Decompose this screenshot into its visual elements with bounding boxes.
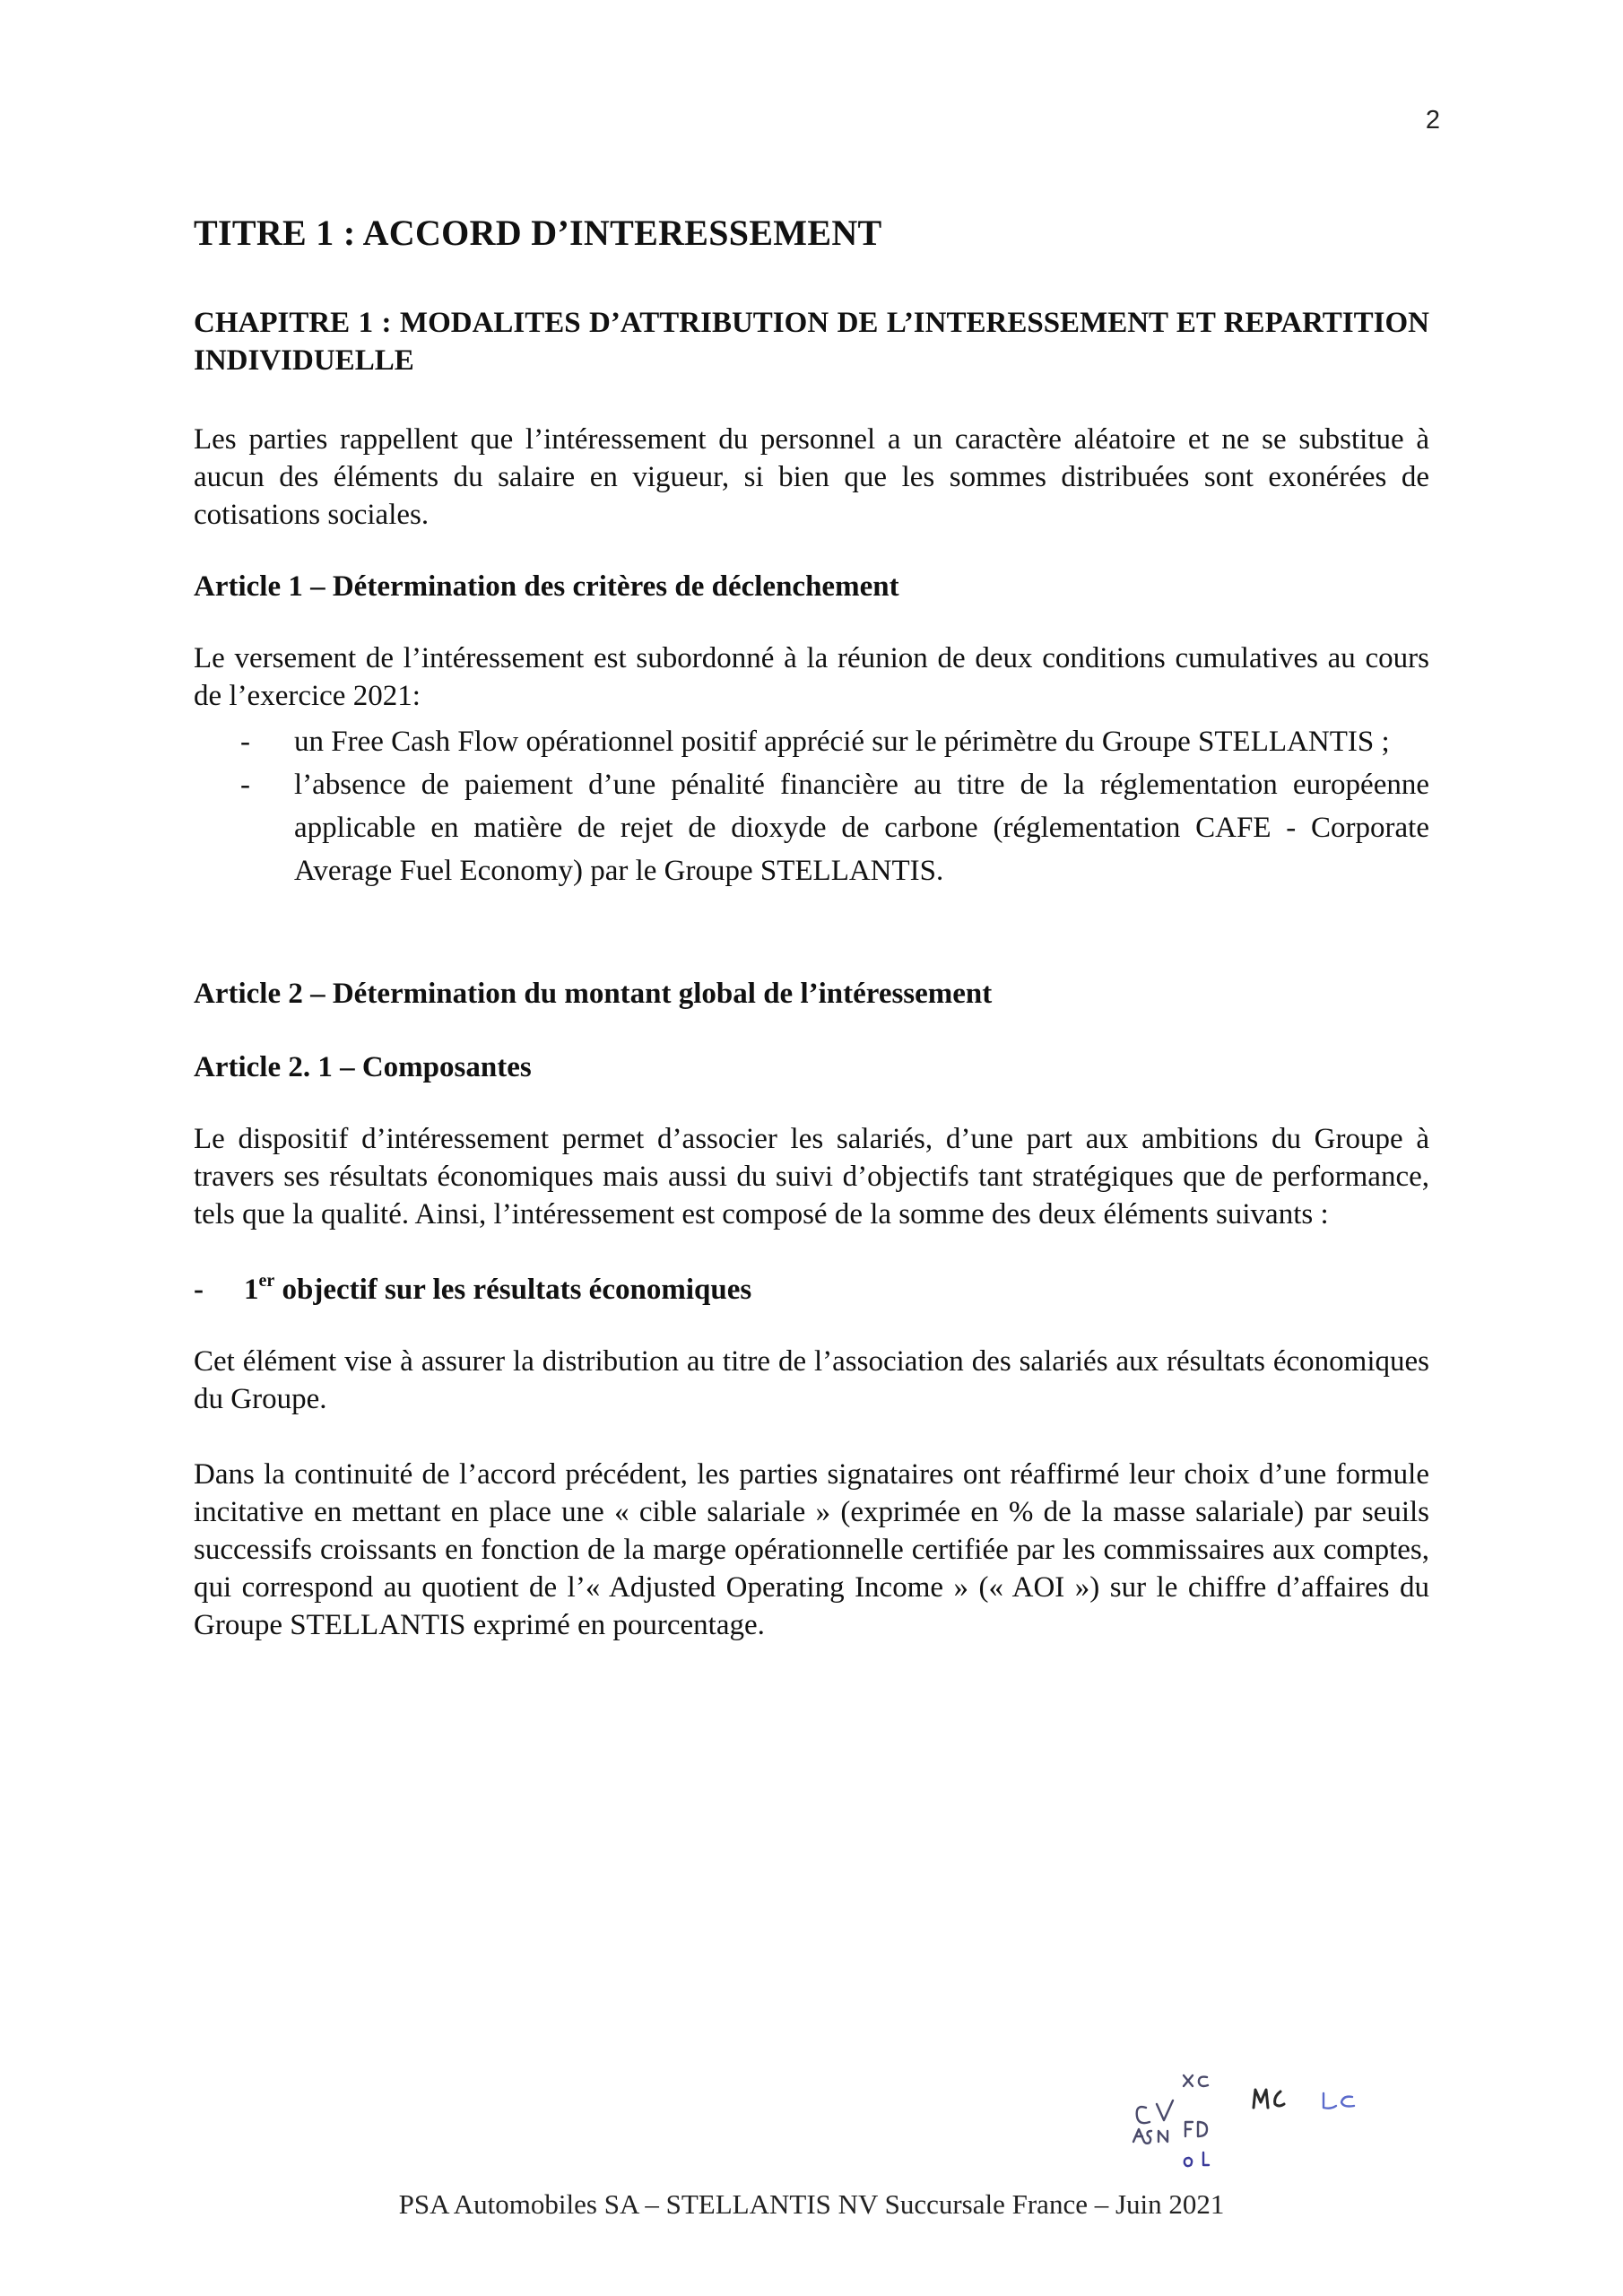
list-item-text: l’absence de paiement d’une pénalité financière au titre de la réglementation européenne applicable en matière de rejet de dioxyde de carbone (réglementation CAFE - Corporate Average Fuel Economy) par le Groupe STELLANTIS.: [294, 769, 1429, 887]
initials-asn-stroke: [1133, 2129, 1167, 2144]
initials-ol-stroke: [1185, 2152, 1209, 2166]
intro-paragraph: Les parties rappellent que l’intéressement du personnel a un caractère aléatoire et ne se substitue à aucun des éléments du salaire en vigueur, si bien que les sommes distribuées sont exonérées de cotisations sociales.: [194, 423, 1429, 531]
list-item: [194, 763, 1429, 892]
initials-cv-stroke: [1137, 2100, 1173, 2123]
ordinal-suffix: er: [258, 1271, 275, 1291]
continuity-paragraph: Dans la continuité de l’accord précédent, les parties signataires ont réaffirmé leur choix d’une formule incitative en mettant en place une « cible salariale » (exprimée en % de la masse salariale) par seuils successifs croissants en fonction de la marge opérationnelle certifiée par les commissaires aux comptes, qui correspond au quotient de l’« Adjusted Operating Income » (« AOI ») sur le chiffre d’affaires du Groupe STELLANTIS exprimé en pourcentage.: [194, 1458, 1429, 1641]
article-2-paragraph: Le dispositif d’intéressement permet d’associer les salariés, d’une part aux ambitions du Groupe à travers ses résultats économiques mais aussi du suivi d’objectifs tant stratégiques que de performance, tels que la qualité. Ainsi, l’intéressement est composé de la somme des deux éléments suivants :: [194, 1123, 1429, 1231]
initials-ml-stroke: [1254, 2090, 1284, 2108]
dash-bullet-icon: -: [240, 769, 250, 801]
list-item-text: un Free Cash Flow opérationnel positif apprécié sur le périmètre du Groupe STELLANTIS ;: [294, 726, 1390, 758]
page-number: 2: [1425, 106, 1440, 135]
article-2-1-heading: Article 2. 1 – Composantes: [194, 1051, 532, 1083]
objective-1-paragraph: Cet élément vise à assurer la distribution au titre de l’association des salariés aux résultats économiques du Groupe.: [194, 1345, 1429, 1415]
document-title: TITRE 1 : ACCORD D’INTERESSEMENT: [194, 213, 882, 253]
page-footer: PSA Automobiles SA – STELLANTIS NV Succursale France – Juin 2021: [398, 2188, 1225, 2220]
objective-number: 1: [244, 1274, 259, 1306]
article-1-paragraph: Le versement de l’intéressement est subordonné à la réunion de deux conditions cumulatives au cours de l’exercice 2021:: [194, 642, 1429, 712]
article-2-heading: Article 2 – Détermination du montant global de l’intéressement: [194, 978, 993, 1010]
objective-text: objectif sur les résultats économiques: [274, 1274, 752, 1306]
dash-bullet-icon: -: [194, 1274, 204, 1306]
initials-lc-stroke: [1324, 2093, 1354, 2109]
handwritten-initials: [1121, 2054, 1435, 2179]
initials-fd-stroke: [1185, 2122, 1207, 2136]
list-item: [194, 720, 1429, 763]
dash-bullet-icon: -: [240, 726, 250, 758]
document-body: [194, 212, 1429, 1644]
initials-xc-stroke: [1184, 2075, 1208, 2086]
objective-1-heading: [194, 1271, 1429, 1309]
article-1-heading: Article 1 – Détermination des critères de déclenchement: [194, 570, 899, 603]
chapter-heading: CHAPITRE 1 : MODALITES D’ATTRIBUTION DE L’INTERESSEMENT ET REPARTITION INDIVIDUELLE: [194, 307, 1429, 377]
article-1-conditions-list: [194, 720, 1429, 892]
